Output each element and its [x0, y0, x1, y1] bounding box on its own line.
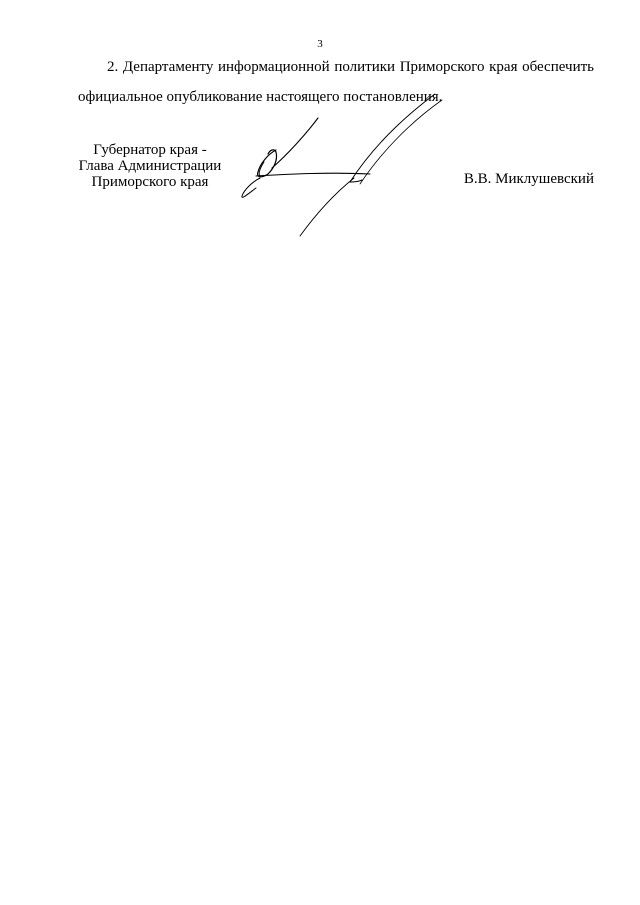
page-number: 3 [317, 38, 323, 50]
position-line-1: Губернатор края - [93, 142, 207, 158]
position-line-2: Глава Администрации [78, 158, 222, 174]
handwritten-signature [230, 90, 450, 240]
clause-line-1: 2. Департаменту информационной политики Приморского края обеспечить [107, 59, 594, 75]
signatory-position [75, 142, 225, 190]
position-line-3: Приморского края [91, 174, 209, 190]
clause-line-2: официальное опубликование настоящего постановления. [78, 89, 443, 105]
signer-name: В.В. Миклушевский [463, 171, 594, 187]
